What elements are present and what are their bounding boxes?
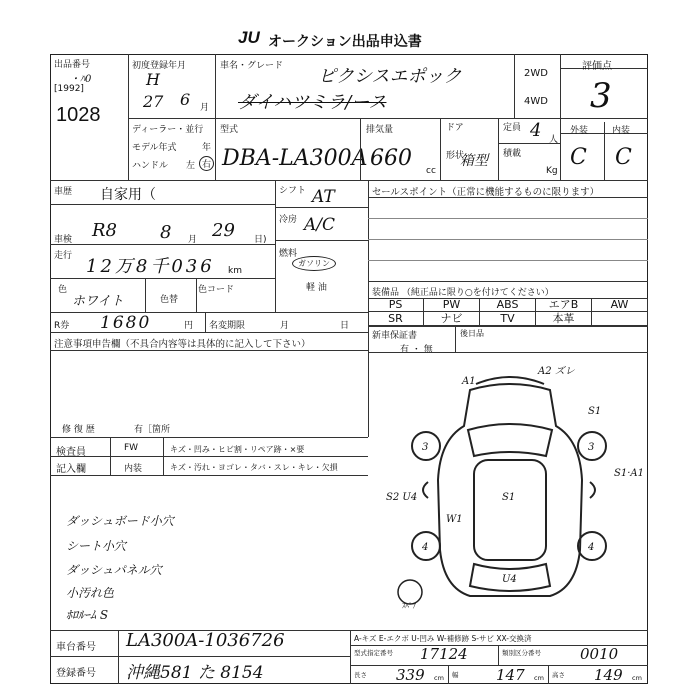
- interior-label: 内装: [612, 126, 631, 136]
- note-5: ﾎﾛﾙｰﾑ S: [66, 608, 109, 622]
- width-label: 幅: [452, 671, 459, 679]
- exterior-label: 外装: [570, 126, 589, 136]
- color-value: ホワイト: [72, 294, 124, 309]
- mark-wheel-rr: 4: [588, 542, 595, 553]
- form-title: オークション出品申込書: [268, 34, 422, 50]
- equipment-cell: ABS: [480, 298, 536, 312]
- length-unit: cm: [434, 674, 444, 682]
- chassis-label: 車台番号: [56, 642, 96, 653]
- warranty-options: 有 ・ 無: [400, 345, 433, 355]
- recycle-unit: 円: [184, 321, 194, 331]
- handle-label: ハンドル: [132, 161, 169, 171]
- fw-label: FW: [124, 443, 139, 453]
- spare-stamp: ｽﾍﾟｱ: [402, 602, 416, 610]
- color-change-label: 色替: [160, 295, 179, 305]
- interior-items: キズ・汚れ・ヨゴレ・タバ・スレ・キレ・欠損: [170, 463, 338, 472]
- mileage-label: 走行: [54, 251, 73, 261]
- repair-label: 修 復 歴: [62, 425, 95, 435]
- height-value: 149: [594, 666, 623, 684]
- handle-left: 左: [186, 161, 196, 171]
- model-year-unit: 年: [202, 143, 212, 153]
- width-value: 147: [496, 666, 525, 684]
- lot-label: 出品番号: [54, 60, 91, 70]
- color-code-label: 色コード: [198, 285, 235, 295]
- drive-2wd: 2WD: [524, 68, 548, 79]
- mark-wheel-fr: 3: [588, 442, 595, 453]
- inspector-label: 検査員: [56, 447, 86, 458]
- registration-year: 27: [143, 92, 164, 111]
- car-name: ピクシスエポック: [318, 66, 462, 87]
- warranty-label: 新車保証書: [372, 331, 418, 341]
- handle-right: 右: [199, 156, 214, 171]
- model-value: DBA-LA300A: [222, 146, 368, 171]
- load-label: 積載: [503, 149, 522, 159]
- shift-label: シフト: [279, 186, 307, 196]
- category-label: 類別区分番号: [502, 649, 541, 657]
- equipment-cell: エアB: [536, 298, 592, 312]
- height-label: 高さ: [552, 671, 565, 679]
- equipment-cell: ナビ: [424, 312, 480, 326]
- displacement-label: 排気量: [366, 125, 394, 135]
- note-1: ダッシュボード小穴: [66, 514, 174, 528]
- damage-legend: A-キズ E-エクボ U-凹み W-補修跡 S-サビ XX-交換済: [354, 634, 532, 643]
- registration-month: 6: [180, 90, 191, 109]
- usage-label: 車歴: [54, 187, 73, 197]
- exterior-grade: C: [570, 145, 587, 170]
- mark-s1a1: S1·A1: [614, 468, 644, 479]
- inspection-day: 29: [212, 220, 235, 241]
- registration-label: 初度登録年月: [132, 61, 187, 71]
- length-label: 長さ: [354, 671, 367, 679]
- notes-label: 注意事項申告欄（不具合内容等は具体的に記入して下さい）: [54, 339, 311, 350]
- name-change-day: 日: [340, 321, 350, 331]
- interior-grade: C: [615, 145, 632, 170]
- usage-value: 自家用（: [100, 187, 156, 203]
- name-change-label: 名変期限: [209, 321, 246, 331]
- chassis-number: LA300A-1036726: [126, 630, 285, 651]
- body-value: 箱型: [460, 153, 488, 169]
- equipment-label: 装備品 （純正品に限り○を付けてください）: [372, 288, 554, 298]
- recycle-label: R券: [54, 321, 70, 331]
- load-unit: Kg: [546, 166, 558, 176]
- lot-year: [1992]: [54, 84, 84, 94]
- name-change-month: 月: [280, 321, 290, 331]
- entry-label: 記入欄: [56, 464, 86, 475]
- type-number-label: 型式指定番号: [354, 649, 393, 657]
- equipment-cell: AW: [592, 298, 648, 312]
- mark-s1-right: S1: [588, 406, 602, 417]
- inspection-month: 8: [160, 222, 172, 243]
- capacity-value: 4: [530, 120, 542, 141]
- ac-label: 冷房: [279, 215, 298, 225]
- mark-wheel-fl: 3: [422, 442, 429, 453]
- car-condition-diagram: [370, 360, 648, 620]
- inspection-day-unit: 日): [254, 235, 267, 245]
- fuel-gasoline: ガソリン: [292, 256, 336, 271]
- shift-value: AT: [312, 187, 335, 207]
- registration-month-unit: 月: [200, 103, 210, 113]
- fuel-label: 燃料: [279, 249, 298, 259]
- color-label: 色: [58, 285, 68, 295]
- rating-label: 評価点: [582, 61, 612, 72]
- model-year-label: モデル年式: [132, 143, 177, 153]
- note-4: 小汚れ色: [66, 586, 115, 600]
- capacity-label: 定員: [503, 123, 522, 133]
- inspection-label: 車検: [54, 235, 73, 245]
- equipment-cell: TV: [480, 312, 536, 326]
- mark-wheel-rl: 4: [422, 542, 429, 553]
- length-value: 339: [396, 666, 425, 684]
- lot-note: ・ﾊ0: [70, 74, 92, 85]
- height-unit: cm: [632, 674, 642, 682]
- registration-number-label: 登録番号: [56, 668, 96, 679]
- equipment-cell: SR: [368, 312, 424, 326]
- mark-s1-roof: S1: [502, 492, 516, 503]
- equipment-cell: PS: [368, 298, 424, 312]
- mileage-unit: km: [228, 266, 242, 276]
- width-unit: cm: [534, 674, 544, 682]
- ju-logo: JU: [238, 28, 260, 47]
- equipment-cell: 本革: [536, 312, 592, 326]
- type-number: 17124: [420, 645, 468, 663]
- recycle-value: 1680: [100, 313, 152, 333]
- mark-u4: U4: [502, 574, 517, 585]
- repair-value: 有［箇所: [134, 425, 171, 435]
- mark-s2u4: S2 U4: [386, 492, 418, 503]
- equipment-cell: PW: [424, 298, 480, 312]
- equipment-cell: [592, 312, 648, 326]
- mark-w1: W1: [446, 514, 463, 525]
- after-label: 後日品: [460, 329, 484, 338]
- fw-items: キズ・凹み・ヒビ割・リペア跡・×要: [170, 445, 305, 454]
- category-number: 0010: [580, 645, 619, 663]
- displacement-value: 660: [370, 146, 412, 171]
- rating-value: 3: [590, 76, 612, 116]
- inspection-month-unit: 月: [188, 235, 198, 245]
- mark-a1: A1: [462, 376, 476, 387]
- registration-number: 沖縄581 た 8154: [126, 663, 264, 683]
- ac-value: A/C: [304, 215, 336, 235]
- inspection-era: R8: [92, 220, 118, 241]
- registration-era: H: [146, 70, 160, 89]
- mileage-value: 12万8千036: [86, 256, 215, 277]
- capacity-unit: 人: [549, 135, 559, 145]
- note-3: ダッシュパネル穴: [66, 563, 162, 577]
- doors-label: ドア: [446, 123, 464, 133]
- displacement-unit: cc: [426, 166, 436, 176]
- drive-4wd: 4WD: [524, 96, 548, 107]
- lot-number: 1028: [56, 104, 101, 126]
- body-label: 形状: [446, 151, 465, 161]
- car-name-label: 車名・グレード: [220, 61, 284, 71]
- sales-point-label: セールスポイント（正常に機能するものに限ります）: [372, 187, 600, 198]
- mark-a2: A2 ズレ: [538, 366, 575, 377]
- model-label: 型式: [220, 125, 239, 135]
- note-2: シート小穴: [66, 539, 127, 553]
- fuel-diesel: 軽 油: [306, 283, 327, 293]
- car-name-struck: ダイハツミラ/ース: [238, 92, 387, 113]
- dealer-label: ディーラー・並行: [132, 125, 204, 135]
- interior-row-label: 内装: [124, 464, 143, 474]
